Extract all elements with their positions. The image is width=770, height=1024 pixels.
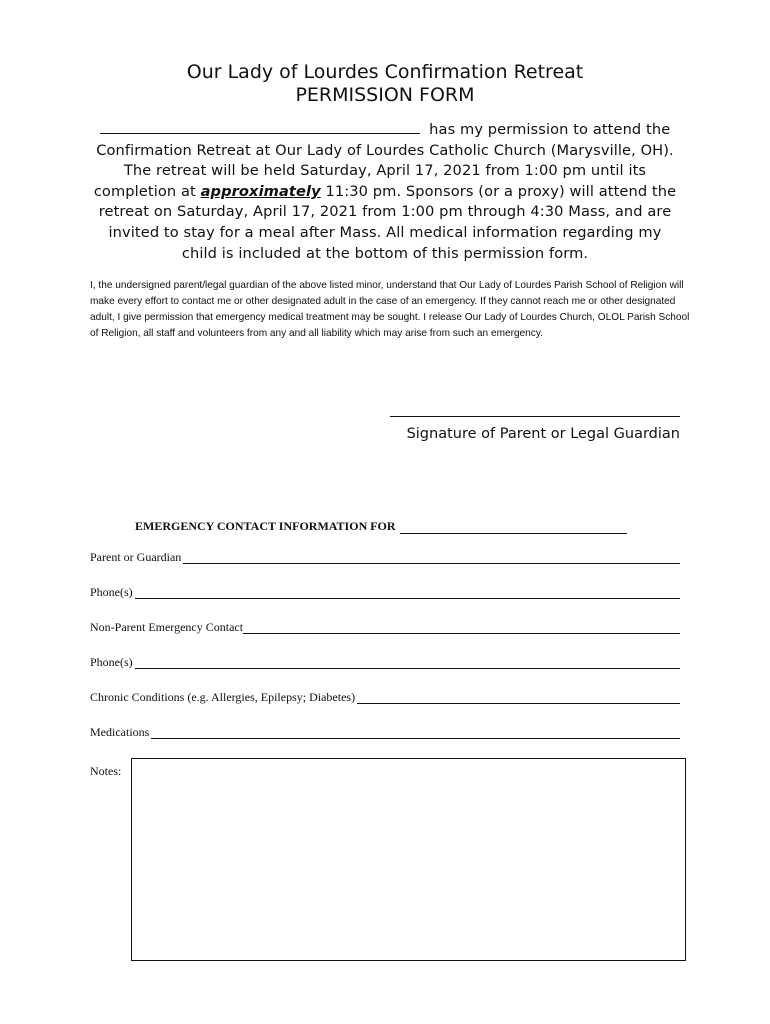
notes-label: Notes: [90,764,122,778]
form-subtitle: PERMISSION FORM [295,84,475,106]
chronic-conditions-label: Chronic Conditions (e.g. Allergies, Epilepsy; Diabetes) [90,690,356,704]
intro-text-2: 11:30 pm. Sponsors (or a proxy) will attend the retreat on Saturday, April 17, 2021 from 1:00 pm through 4:30 Mass, and are invited to stay for a meal after Mass. All medical information regarding my child is included at the bottom of this permission form. [98,182,677,262]
emergency-header-text: EMERGENCY CONTACT INFORMATION FOR [135,519,396,533]
form-title: Our Lady of Lourdes Confirmation Retreat [186,61,584,83]
permission-paragraph [90,120,680,264]
medications-line[interactable] [151,728,680,739]
non-parent-contact-field[interactable] [90,620,680,634]
non-parent-contact-label: Non-Parent Emergency Contact [90,620,244,634]
emergency-name-field[interactable] [400,522,627,534]
parent-guardian-line[interactable] [183,553,680,564]
phone-label-1: Phone(s) [90,585,133,599]
student-name-blank[interactable] [100,121,212,134]
emergency-header [135,519,627,534]
intro-text-1: has my permission to attend the Confirmation Retreat at Our Lady of Lourdes Catholic Church (Marysville, OH). The retreat will be held Saturday, April 17, 2021 from 1:00 pm until its completion at [93,121,674,200]
chronic-conditions-field[interactable] [90,690,680,704]
student-name-blank-3[interactable] [270,121,420,134]
phone-line-2[interactable] [135,658,680,669]
release-paragraph: I, the undersigned parent/legal guardian of the above listed minor, understand that Our Lady of Lourdes Parish School of Religion will make every effort to contact me or other designated adult in the case of an emergency. If they cannot reach me or other designated adult, I give permission that emergency medical treatment may be sought. I release Our Lady of Lourdes Church, OLOL Parish School of Religion, all staff and volunteers from any and all liability which may arise from such an emergency. [90,280,690,339]
parent-guardian-label: Parent or Guardian [90,550,182,564]
student-name-blank-2[interactable] [212,121,270,134]
phone-label-2: Phone(s) [90,655,133,669]
notes-box[interactable] [131,758,686,961]
phone-field-1[interactable] [90,585,680,599]
parent-guardian-field[interactable] [90,550,680,564]
non-parent-contact-line[interactable] [243,623,680,634]
phone-line-1[interactable] [135,588,680,599]
signature-line[interactable] [390,416,680,417]
signature-label: Signature of Parent or Legal Guardian [406,426,680,442]
medications-field[interactable] [90,725,680,739]
chronic-conditions-line[interactable] [357,693,680,704]
intro-emphasis: approximately [200,182,321,200]
medications-label: Medications [90,725,150,739]
phone-field-2[interactable] [90,655,680,669]
